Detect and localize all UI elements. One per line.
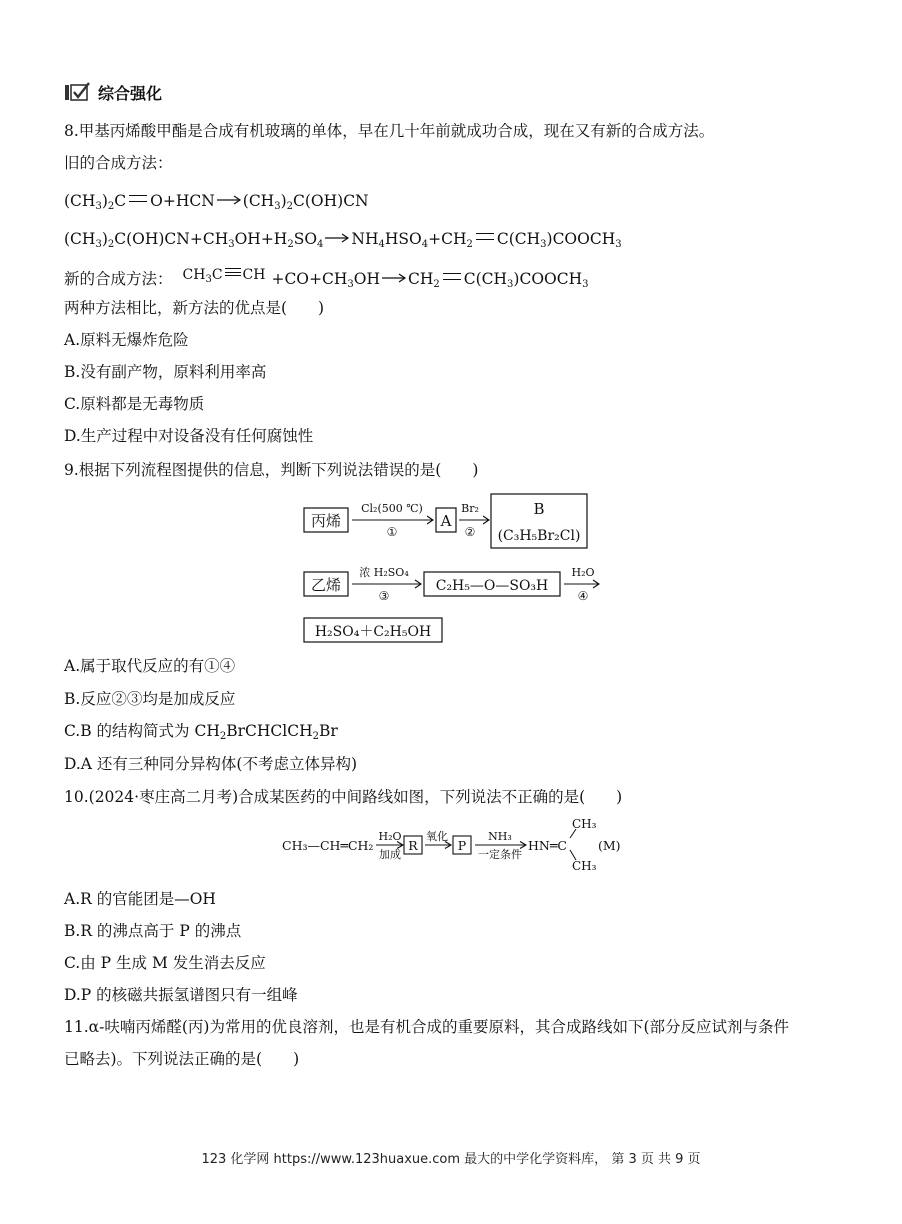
q9-flow-diagram xyxy=(296,490,606,646)
q9-option-a: A.属于取代反应的有①④ xyxy=(64,657,236,675)
cond-1: Cl₂(500 ℃) xyxy=(361,502,423,515)
route-cond-1-top: H₂O xyxy=(378,830,402,843)
q8-new-label: 新的合成方法： xyxy=(64,270,173,288)
q11-line-1: 11.α-呋喃丙烯醛(丙)为常用的优良溶剂，也是有机合成的重要原料，其合成路线如下(部分反应试剂与条件 xyxy=(64,1018,789,1036)
intermediate-label: C₂H₅—O—SO₃H xyxy=(435,578,549,594)
cond-2: Br₂ xyxy=(461,502,479,515)
q9-stem: 9.根据下列流程图提供的信息，判断下列说法错误的是( ) xyxy=(64,461,479,479)
step-3: ③ xyxy=(378,589,390,603)
reaction-arrow-icon xyxy=(216,193,242,207)
cond-4: H₂O xyxy=(571,566,595,579)
page-footer: 123 化学网 https://www.123huaxue.com 最大的中学化学资料库， 第 3 页 共 9 页 xyxy=(201,1152,701,1167)
r-label: R xyxy=(408,838,418,853)
route-cond-1-bottom: 加成 xyxy=(379,848,401,861)
q8-option-d: D.生产过程中对设备没有任何腐蚀性 xyxy=(64,427,314,445)
propene-label: 丙烯 xyxy=(310,512,342,530)
section-title: 综合强化 xyxy=(98,83,163,103)
step-4: ④ xyxy=(577,589,589,603)
reaction-arrow-icon xyxy=(324,231,350,245)
q8-old-label: 旧的合成方法： xyxy=(64,154,173,172)
propyne-structure: $CH_3C$ CH xyxy=(182,267,266,285)
double-bond xyxy=(476,233,494,240)
route-cond-3-top: NH₃ xyxy=(488,830,512,843)
q8-equation-1: $(CH_3)_2C$ O+HCN $(CH_3)_2C(OH)CN$ xyxy=(64,192,369,212)
route-cond-3-bottom: 一定条件 xyxy=(478,848,522,861)
hn-group: HN═C xyxy=(528,838,567,853)
q10-option-a: A.R 的官能团是—OH xyxy=(64,890,216,908)
double-bond xyxy=(443,273,461,280)
a-label: A xyxy=(440,512,452,530)
q8-equation-2: $(CH_3)_2C(OH)CN+CH_3OH+H_2SO_4$ $NH_4HSO_4+CH_2$ $C(CH_3)COOCH_3$ xyxy=(64,230,622,250)
q9-option-c: C.B 的结构简式为 $CH_2BrCHClCH_2Br$ xyxy=(64,722,338,742)
q8-option-a: A.原料无爆炸危险 xyxy=(64,331,189,349)
cond-3: 浓 H₂SO₄ xyxy=(359,566,409,579)
q10-option-d: D.P 的核磁共振氢谱图只有一组峰 xyxy=(64,986,298,1004)
q10-route-diagram xyxy=(278,816,628,878)
route-cond-2-top: 氧化 xyxy=(426,830,448,843)
q10-option-c: C.由 P 生成 M 发生消去反应 xyxy=(64,954,266,972)
start-material: CH₃—CH═CH₂ xyxy=(282,838,374,853)
m-label: (M) xyxy=(598,838,621,853)
section-header xyxy=(64,80,162,104)
products-label: H₂SO₄＋C₂H₅OH xyxy=(314,624,432,640)
p-label: P xyxy=(457,838,467,853)
reaction-arrow-icon xyxy=(381,271,407,285)
b-label: B xyxy=(533,500,545,518)
q10-option-b: B.R 的沸点高于 P 的沸点 xyxy=(64,922,242,940)
q8-option-b: B.没有副产物，原料利用率高 xyxy=(64,363,267,381)
q9-option-d: D.A 还有三种同分异构体(不考虑立体异构) xyxy=(64,755,358,773)
step-2: ② xyxy=(464,525,476,539)
b-formula: (C₃H₅Br₂Cl) xyxy=(497,528,581,544)
step-1: ① xyxy=(386,525,398,539)
q11-line-2: 已略去)。下列说法正确的是( ) xyxy=(64,1050,300,1068)
triple-bond xyxy=(225,268,241,276)
methyl-bottom: CH₃ xyxy=(572,859,597,873)
q8-stem: 8.甲基丙烯酸甲酯是合成有机玻璃的单体，早在几十年前就成功合成，现在又有新的合成方法。 xyxy=(64,122,715,140)
q8-equation-3: 新的合成方法： $CH_3C$ CH $+CO+CH_3OH$ $CH_2$ $C(CH_3)COOCH_3$ xyxy=(64,264,589,290)
q9-option-b: B.反应②③均是加成反应 xyxy=(64,690,236,708)
q10-stem: 10.(2024·枣庄高二月考)合成某医药的中间路线如图，下列说法不正确的是( ) xyxy=(64,788,623,806)
q8-option-c: C.原料都是无毒物质 xyxy=(64,395,205,413)
ethene-label: 乙烯 xyxy=(310,576,342,594)
q8-question: 两种方法相比，新方法的优点是( ) xyxy=(64,299,325,317)
methyl-top: CH₃ xyxy=(572,817,597,831)
double-bond xyxy=(129,195,147,202)
checklist-icon xyxy=(64,82,90,102)
